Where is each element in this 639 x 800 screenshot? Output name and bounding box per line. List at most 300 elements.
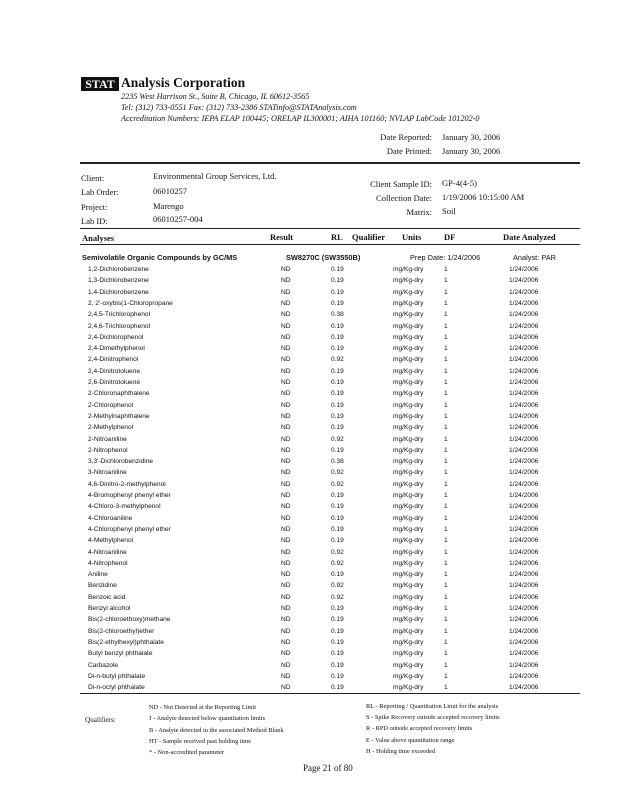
table-row bbox=[0, 287, 639, 298]
column-header-divider bbox=[80, 244, 580, 245]
table-row bbox=[0, 275, 639, 286]
date-analyzed-value: 1/24/2006 bbox=[509, 650, 539, 658]
qualifier-h: H - Holding time exceeded bbox=[366, 748, 436, 755]
df-value: 1 bbox=[444, 345, 448, 353]
analyte-name: Carbazole bbox=[88, 661, 119, 669]
result-value: ND bbox=[281, 627, 291, 635]
df-value: 1 bbox=[444, 446, 448, 454]
date-analyzed-value: 1/24/2006 bbox=[509, 424, 539, 432]
lab-order-label: Lab Order: bbox=[81, 187, 119, 197]
rl-value: 0.19 bbox=[331, 288, 344, 296]
date-analyzed-value: 1/24/2006 bbox=[509, 446, 539, 454]
rl-value: 0.19 bbox=[331, 638, 344, 646]
df-value: 1 bbox=[444, 548, 448, 556]
rl-value: 0.92 bbox=[331, 356, 344, 364]
units-value: mg/Kg-dry bbox=[393, 379, 424, 386]
rl-value: 0.19 bbox=[331, 537, 344, 545]
project-value: Marengo bbox=[153, 201, 184, 211]
collection-date-value: 1/19/2006 10:15:00 AM bbox=[442, 192, 525, 202]
project-label: Project: bbox=[81, 202, 108, 212]
result-value: ND bbox=[281, 661, 291, 669]
units-value: mg/Kg-dry bbox=[393, 605, 424, 612]
result-value: ND bbox=[281, 514, 291, 522]
client-label: Client: bbox=[81, 173, 105, 183]
rl-value: 0.19 bbox=[331, 627, 344, 635]
units-value: mg/Kg-dry bbox=[393, 503, 424, 511]
df-value: 1 bbox=[444, 458, 448, 466]
analyte-name: 2-Methylphenol bbox=[88, 424, 134, 432]
result-value: ND bbox=[281, 638, 291, 646]
units-value: mg/Kg-dry bbox=[393, 322, 424, 330]
df-value: 1 bbox=[444, 266, 448, 273]
table-row bbox=[0, 547, 639, 558]
units-value: mg/Kg-dry bbox=[393, 390, 424, 398]
units-value: mg/Kg-dry bbox=[393, 288, 424, 296]
units-value: mg/Kg-dry bbox=[393, 616, 424, 624]
df-value: 1 bbox=[444, 638, 448, 646]
rl-value: 0.19 bbox=[331, 650, 344, 658]
units-value: mg/Kg-dry bbox=[393, 356, 424, 364]
table-row bbox=[0, 479, 639, 490]
df-value: 1 bbox=[444, 435, 448, 443]
company-logo: STAT bbox=[81, 77, 119, 91]
analyte-name: 3-Nitroaniline bbox=[88, 469, 127, 477]
table-row bbox=[0, 671, 639, 682]
df-value: 1 bbox=[444, 288, 448, 296]
result-value: ND bbox=[281, 650, 291, 658]
units-value: mg/Kg-dry bbox=[393, 672, 424, 680]
analyte-name: 4-Chlorophenyl phenyl ether bbox=[88, 525, 171, 533]
date-analyzed-value: 1/24/2006 bbox=[509, 390, 539, 398]
table-row bbox=[0, 501, 639, 512]
analyte-name: 2,4-Dimethylphenol bbox=[88, 345, 145, 353]
result-value: ND bbox=[281, 492, 291, 499]
result-value: ND bbox=[281, 299, 291, 307]
rl-value: 0.19 bbox=[331, 605, 344, 612]
units-value: mg/Kg-dry bbox=[393, 548, 424, 556]
accreditation-numbers: Accreditation Numbers: IEPA ELAP 100445; ORELAP IL300001; AIHA 101160; NVLAP LabCode 101202-0 bbox=[121, 114, 480, 123]
df-value: 1 bbox=[444, 559, 448, 567]
result-value: ND bbox=[281, 345, 291, 353]
analyte-name: 4-Bromophenyl phenyl ether bbox=[88, 492, 171, 499]
units-value: mg/Kg-dry bbox=[393, 435, 424, 443]
table-row bbox=[0, 388, 639, 399]
date-analyzed-value: 1/24/2006 bbox=[509, 503, 539, 511]
df-value: 1 bbox=[444, 492, 448, 499]
table-row bbox=[0, 377, 639, 388]
result-value: ND bbox=[281, 424, 291, 432]
date-analyzed-value: 1/24/2006 bbox=[509, 277, 539, 285]
analyte-name: 4,6-Dinitro-2-methylphenol bbox=[88, 480, 166, 488]
analyte-name: 2-Nitroaniline bbox=[88, 435, 127, 443]
company-name: Analysis Corporation bbox=[121, 75, 246, 90]
section-title: Semivolatile Organic Compounds by GC/MS bbox=[82, 253, 238, 262]
units-value: mg/Kg-dry bbox=[393, 367, 424, 375]
rl-value: 0.19 bbox=[331, 367, 344, 375]
date-analyzed-value: 1/24/2006 bbox=[509, 605, 539, 612]
units-value: mg/Kg-dry bbox=[393, 345, 424, 353]
analyte-name: Bis(2-ethylhexyl)phthalate bbox=[88, 638, 164, 646]
qualifier-nd: ND - Not Detected at the Reporting Limit bbox=[149, 704, 257, 711]
qualifier-j: J - Analyte detected below quantitation limits bbox=[149, 715, 266, 722]
result-value: ND bbox=[281, 412, 291, 420]
analyte-name: Aniline bbox=[88, 571, 108, 579]
analyte-name: Bis(2-chloroethyl)ether bbox=[88, 627, 155, 635]
units-value: mg/Kg-dry bbox=[393, 311, 424, 319]
result-value: ND bbox=[281, 379, 291, 386]
analyte-name: 2,4-Dinitrophenol bbox=[88, 356, 139, 364]
df-value: 1 bbox=[444, 571, 448, 579]
df-value: 1 bbox=[444, 322, 448, 330]
date-analyzed-value: 1/24/2006 bbox=[509, 672, 539, 680]
units-value: mg/Kg-dry bbox=[393, 446, 424, 454]
analyte-name: 4-Methylphenol bbox=[88, 537, 134, 545]
date-analyzed-value: 1/24/2006 bbox=[509, 458, 539, 466]
table-row bbox=[0, 648, 639, 659]
analyte-name: Di-n-butyl phthalate bbox=[88, 672, 146, 680]
rl-value: 0.19 bbox=[331, 390, 344, 398]
analyte-name: 2,6-Dinitrotoluene bbox=[88, 379, 141, 386]
df-value: 1 bbox=[444, 311, 448, 319]
result-value: ND bbox=[281, 537, 291, 545]
analyte-name: 3,3'-Dichlorobenzidine bbox=[88, 458, 154, 466]
table-row bbox=[0, 614, 639, 625]
date-analyzed-value: 1/24/2006 bbox=[509, 514, 539, 522]
table-row bbox=[0, 321, 639, 332]
result-value: ND bbox=[281, 684, 291, 692]
table-row bbox=[0, 354, 639, 365]
date-printed-value: January 30, 2006 bbox=[442, 146, 501, 156]
df-value: 1 bbox=[444, 616, 448, 624]
col-units: Units bbox=[402, 232, 422, 242]
col-result: Result bbox=[270, 232, 294, 242]
df-value: 1 bbox=[444, 424, 448, 432]
analyte-name: Di-n-octyl phthalate bbox=[88, 684, 145, 692]
date-analyzed-value: 1/24/2006 bbox=[509, 401, 539, 409]
units-value: mg/Kg-dry bbox=[393, 424, 424, 432]
rl-value: 0.19 bbox=[331, 446, 344, 454]
result-value: ND bbox=[281, 582, 291, 590]
rl-value: 0.19 bbox=[331, 266, 344, 273]
rl-value: 0.19 bbox=[331, 492, 344, 499]
analyte-name: 2,4-Dinitrotoluene bbox=[88, 367, 141, 375]
analyte-name: 2,4,5-Trichlorophenol bbox=[88, 311, 151, 319]
df-value: 1 bbox=[444, 390, 448, 398]
rl-value: 0.92 bbox=[331, 559, 344, 567]
rl-value: 0.19 bbox=[331, 401, 344, 409]
date-analyzed-value: 1/24/2006 bbox=[509, 469, 539, 477]
date-analyzed-value: 1/24/2006 bbox=[509, 582, 539, 590]
date-analyzed-value: 1/24/2006 bbox=[509, 299, 539, 307]
rl-value: 0.92 bbox=[331, 435, 344, 443]
df-value: 1 bbox=[444, 356, 448, 364]
result-value: ND bbox=[281, 559, 291, 567]
rl-value: 0.19 bbox=[331, 333, 344, 341]
rl-value: 0.19 bbox=[331, 525, 344, 533]
analyte-name: 2,4,6-Trichlorophenol bbox=[88, 322, 151, 330]
rl-value: 0.19 bbox=[331, 322, 344, 330]
section-analyst: Analyst: PAR bbox=[513, 253, 556, 262]
analyte-name: 4-Nitrophenol bbox=[88, 559, 128, 567]
df-value: 1 bbox=[444, 650, 448, 658]
date-analyzed-value: 1/24/2006 bbox=[509, 367, 539, 375]
rl-value: 0.92 bbox=[331, 582, 344, 590]
result-value: ND bbox=[281, 469, 291, 477]
units-value: mg/Kg-dry bbox=[393, 401, 424, 409]
result-value: ND bbox=[281, 503, 291, 511]
result-value: ND bbox=[281, 266, 291, 273]
qualifier-e: E - Value above quantitation range bbox=[366, 737, 455, 744]
info-divider bbox=[80, 228, 580, 229]
qualifier-non-accredited: * - Non-accredited parameter bbox=[149, 749, 225, 756]
table-row bbox=[0, 400, 639, 411]
rl-value: 0.19 bbox=[331, 345, 344, 353]
date-reported-value: January 30, 2006 bbox=[442, 132, 501, 142]
rl-value: 0.19 bbox=[331, 571, 344, 579]
analyte-name: 2-Chlorophenol bbox=[88, 401, 134, 409]
result-value: ND bbox=[281, 367, 291, 375]
analyte-name: 2,4-Dichlorophenol bbox=[88, 333, 144, 341]
analyte-name: 4-Nitroaniline bbox=[88, 548, 127, 556]
analyte-name: 2, 2'-oxybis(1-Chloropropane bbox=[88, 299, 173, 307]
result-value: ND bbox=[281, 616, 291, 624]
units-value: mg/Kg-dry bbox=[393, 559, 424, 567]
df-value: 1 bbox=[444, 684, 448, 692]
table-row bbox=[0, 264, 639, 275]
rl-value: 0.92 bbox=[331, 593, 344, 601]
date-analyzed-value: 1/24/2006 bbox=[509, 412, 539, 420]
date-reported-label: Date Reported: bbox=[380, 132, 432, 142]
lab-order-value: 06010257 bbox=[153, 186, 187, 196]
table-row bbox=[0, 445, 639, 456]
df-value: 1 bbox=[444, 367, 448, 375]
date-analyzed-value: 1/24/2006 bbox=[509, 492, 539, 499]
date-analyzed-value: 1/24/2006 bbox=[509, 559, 539, 567]
table-row bbox=[0, 467, 639, 478]
rl-value: 0.19 bbox=[331, 514, 344, 522]
col-rl: RL bbox=[331, 232, 343, 242]
analyte-name: Butyl benzyl phthalate bbox=[88, 650, 153, 658]
date-analyzed-value: 1/24/2006 bbox=[509, 548, 539, 556]
units-value: mg/Kg-dry bbox=[393, 299, 424, 307]
result-value: ND bbox=[281, 593, 291, 601]
date-analyzed-value: 1/24/2006 bbox=[509, 616, 539, 624]
result-value: ND bbox=[281, 311, 291, 319]
df-value: 1 bbox=[444, 537, 448, 545]
df-value: 1 bbox=[444, 480, 448, 488]
date-printed-label: Date Printed: bbox=[386, 146, 432, 156]
table-row bbox=[0, 682, 639, 693]
company-address: 2235 West Harrison St., Suite B, Chicago, IL 60612-3565 bbox=[121, 92, 310, 101]
df-value: 1 bbox=[444, 514, 448, 522]
df-value: 1 bbox=[444, 503, 448, 511]
units-value: mg/Kg-dry bbox=[393, 593, 424, 601]
col-analyses: Analyses bbox=[82, 233, 115, 243]
col-df: DF bbox=[444, 232, 456, 242]
units-value: mg/Kg-dry bbox=[393, 537, 424, 545]
df-value: 1 bbox=[444, 333, 448, 341]
rl-value: 0.19 bbox=[331, 379, 344, 386]
date-analyzed-value: 1/24/2006 bbox=[509, 356, 539, 364]
date-analyzed-value: 1/24/2006 bbox=[509, 537, 539, 545]
date-analyzed-value: 1/24/2006 bbox=[509, 379, 539, 386]
df-value: 1 bbox=[444, 469, 448, 477]
table-row bbox=[0, 298, 639, 309]
section-method: SW8270C (SW3550B) bbox=[286, 253, 361, 262]
analyte-name: Benzidine bbox=[88, 582, 117, 590]
result-value: ND bbox=[281, 356, 291, 364]
result-value: ND bbox=[281, 435, 291, 443]
col-date-analyzed: Date Analyzed bbox=[503, 232, 556, 242]
df-value: 1 bbox=[444, 412, 448, 420]
df-value: 1 bbox=[444, 672, 448, 680]
table-row bbox=[0, 343, 639, 354]
footer-divider bbox=[80, 693, 580, 694]
analyte-name: 1,4-Dichlorobenzene bbox=[88, 288, 149, 296]
df-value: 1 bbox=[444, 627, 448, 635]
rl-value: 0.38 bbox=[331, 458, 344, 466]
rl-value: 0.19 bbox=[331, 672, 344, 680]
date-analyzed-value: 1/24/2006 bbox=[509, 345, 539, 353]
units-value: mg/Kg-dry bbox=[393, 514, 424, 522]
units-value: mg/Kg-dry bbox=[393, 571, 424, 579]
date-analyzed-value: 1/24/2006 bbox=[509, 684, 539, 692]
result-value: ND bbox=[281, 333, 291, 341]
result-value: ND bbox=[281, 525, 291, 533]
qualifier-ht: HT - Sample received past holding time bbox=[149, 738, 252, 745]
units-value: mg/Kg-dry bbox=[393, 480, 424, 488]
units-value: mg/Kg-dry bbox=[393, 492, 424, 499]
client-value: Environmental Group Services, Ltd. bbox=[153, 171, 277, 181]
qualifiers-label: Qualifiers: bbox=[85, 716, 116, 724]
table-row bbox=[0, 456, 639, 467]
table-row bbox=[0, 366, 639, 377]
result-value: ND bbox=[281, 390, 291, 398]
units-value: mg/Kg-dry bbox=[393, 661, 424, 669]
client-sample-id-label: Client Sample ID: bbox=[370, 179, 432, 189]
table-row bbox=[0, 637, 639, 648]
units-value: mg/Kg-dry bbox=[393, 333, 424, 341]
df-value: 1 bbox=[444, 661, 448, 669]
date-analyzed-value: 1/24/2006 bbox=[509, 266, 539, 273]
qualifier-r: R - RPD outside accepted recovery limits bbox=[366, 725, 473, 732]
matrix-label: Matrix: bbox=[406, 207, 432, 217]
units-value: mg/Kg-dry bbox=[393, 277, 424, 285]
analyte-name: Benzoic acid bbox=[88, 593, 126, 601]
rl-value: 0.19 bbox=[331, 684, 344, 692]
result-value: ND bbox=[281, 401, 291, 409]
table-row bbox=[0, 411, 639, 422]
table-row bbox=[0, 603, 639, 614]
df-value: 1 bbox=[444, 525, 448, 533]
result-value: ND bbox=[281, 277, 291, 285]
col-qualifier: Qualifier bbox=[352, 232, 386, 242]
units-value: mg/Kg-dry bbox=[393, 266, 424, 273]
rl-value: 0.19 bbox=[331, 503, 344, 511]
table-row bbox=[0, 434, 639, 445]
rl-value: 0.92 bbox=[331, 548, 344, 556]
result-value: ND bbox=[281, 446, 291, 454]
date-analyzed-value: 1/24/2006 bbox=[509, 571, 539, 579]
table-row bbox=[0, 569, 639, 580]
rl-value: 0.19 bbox=[331, 412, 344, 420]
result-value: ND bbox=[281, 548, 291, 556]
company-contact: Tel: (312) 733-0551 Fax: (312) 733-2386 STATinfo@STATAnalysis.com bbox=[121, 103, 357, 112]
result-value: ND bbox=[281, 480, 291, 488]
analyte-name: 4-Chloro-3-methylphenol bbox=[88, 503, 161, 511]
result-value: ND bbox=[281, 605, 291, 612]
result-value: ND bbox=[281, 571, 291, 579]
table-row bbox=[0, 513, 639, 524]
analyte-name: Bis(2-chloroethoxy)methane bbox=[88, 616, 171, 624]
date-analyzed-value: 1/24/2006 bbox=[509, 525, 539, 533]
header-divider bbox=[80, 162, 580, 164]
df-value: 1 bbox=[444, 593, 448, 601]
analyte-name: 2-Chloronaphthalene bbox=[88, 390, 150, 398]
date-analyzed-value: 1/24/2006 bbox=[509, 593, 539, 601]
date-analyzed-value: 1/24/2006 bbox=[509, 627, 539, 635]
table-row bbox=[0, 535, 639, 546]
rl-value: 0.92 bbox=[331, 469, 344, 477]
analyte-name: 1,2-Dichlorobenzene bbox=[88, 266, 149, 273]
qualifier-b: B - Analyte detected in the associated Method Blank bbox=[149, 727, 284, 734]
units-value: mg/Kg-dry bbox=[393, 412, 424, 420]
df-value: 1 bbox=[444, 582, 448, 590]
lab-id-value: 06010257-004 bbox=[153, 214, 203, 224]
table-row bbox=[0, 422, 639, 433]
table-row bbox=[0, 490, 639, 501]
units-value: mg/Kg-dry bbox=[393, 638, 424, 646]
rl-value: 0.19 bbox=[331, 661, 344, 669]
result-value: ND bbox=[281, 672, 291, 680]
result-value: ND bbox=[281, 458, 291, 466]
table-row bbox=[0, 558, 639, 569]
rl-value: 0.19 bbox=[331, 424, 344, 432]
units-value: mg/Kg-dry bbox=[393, 582, 424, 590]
table-row bbox=[0, 626, 639, 637]
units-value: mg/Kg-dry bbox=[393, 525, 424, 533]
df-value: 1 bbox=[444, 401, 448, 409]
units-value: mg/Kg-dry bbox=[393, 684, 424, 692]
page-number: Page 21 of 80 bbox=[303, 763, 353, 773]
units-value: mg/Kg-dry bbox=[393, 650, 424, 658]
table-row bbox=[0, 580, 639, 591]
collection-date-label: Collection Date: bbox=[376, 193, 432, 203]
rl-value: 0.19 bbox=[331, 299, 344, 307]
rl-value: 0.38 bbox=[331, 311, 344, 319]
date-analyzed-value: 1/24/2006 bbox=[509, 322, 539, 330]
date-analyzed-value: 1/24/2006 bbox=[509, 311, 539, 319]
section-prep-date: Prep Date: 1/24/2006 bbox=[410, 253, 481, 262]
qualifier-rl: RL - Reporting / Quantitation Limit for the analysis bbox=[366, 703, 499, 710]
rl-value: 0.19 bbox=[331, 616, 344, 624]
date-analyzed-value: 1/24/2006 bbox=[509, 288, 539, 296]
units-value: mg/Kg-dry bbox=[393, 627, 424, 635]
df-value: 1 bbox=[444, 299, 448, 307]
date-analyzed-value: 1/24/2006 bbox=[509, 333, 539, 341]
df-value: 1 bbox=[444, 379, 448, 386]
result-value: ND bbox=[281, 322, 291, 330]
date-analyzed-value: 1/24/2006 bbox=[509, 480, 539, 488]
units-value: mg/Kg-dry bbox=[393, 458, 424, 466]
rl-value: 0.92 bbox=[331, 480, 344, 488]
date-analyzed-value: 1/24/2006 bbox=[509, 638, 539, 646]
date-analyzed-value: 1/24/2006 bbox=[509, 435, 539, 443]
matrix-value: Soil bbox=[442, 206, 456, 216]
table-row bbox=[0, 332, 639, 343]
analyte-name: 1,3-Dichlorobenzene bbox=[88, 277, 149, 285]
table-row bbox=[0, 592, 639, 603]
